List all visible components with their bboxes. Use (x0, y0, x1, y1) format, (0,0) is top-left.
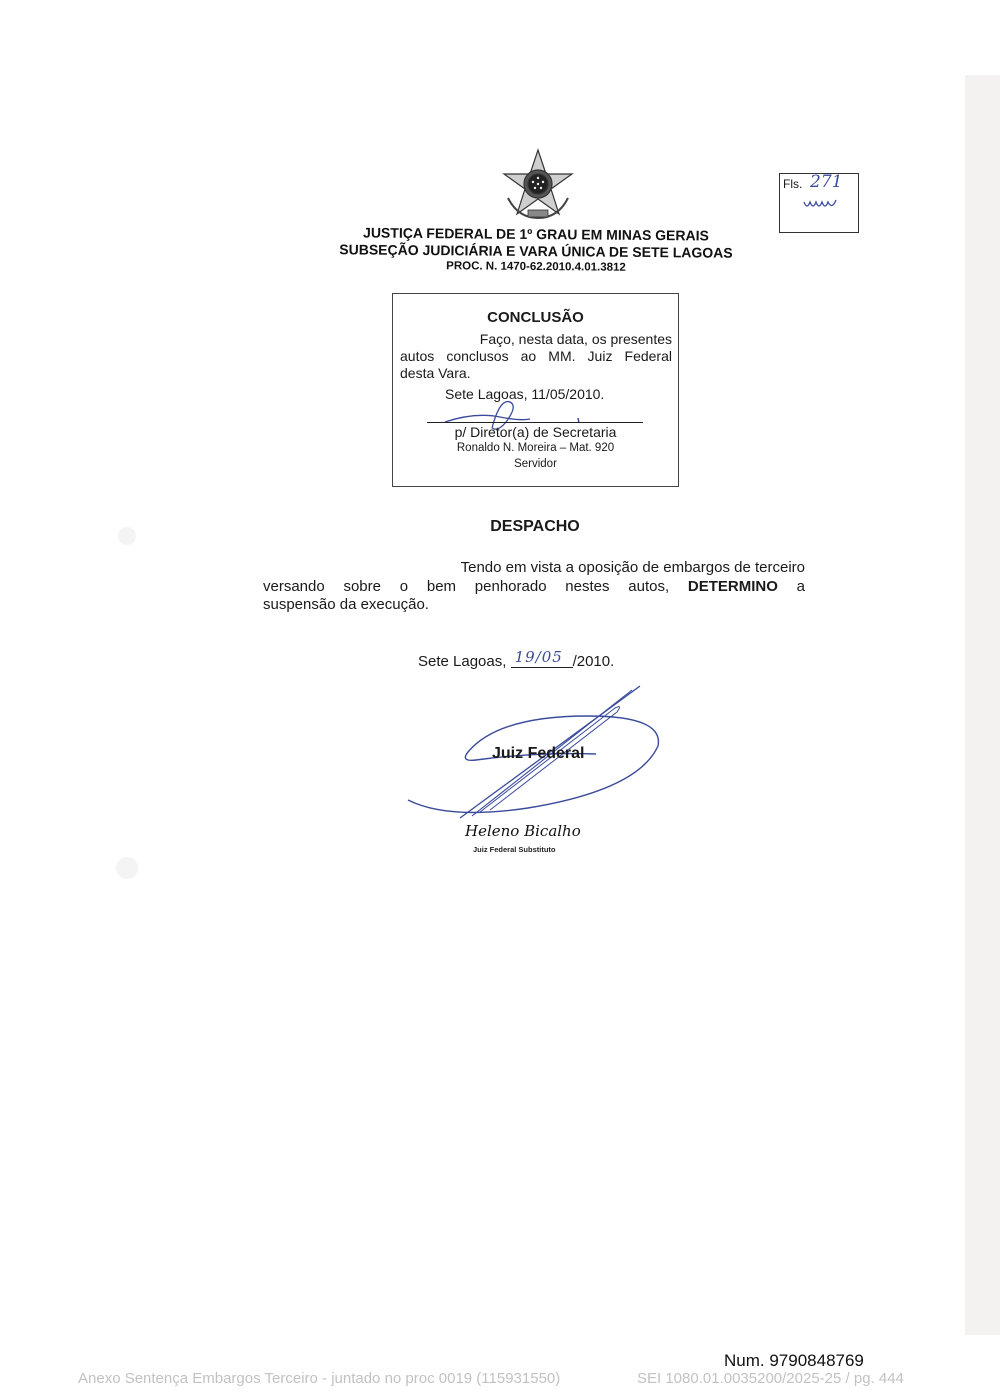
despacho-text-start: versando sobre o bem penhorado nestes autos, (263, 578, 670, 595)
despacho-text-line: suspensão da execução. (263, 596, 429, 613)
footer-annex-label: Anexo Sentença Embargos Terceiro - juntado no proc 0019 (115931550) (78, 1370, 561, 1387)
closing-year: /2010. (572, 653, 615, 670)
handwritten-date: 19/05 (514, 648, 563, 666)
judge-title: Juiz Federal (492, 745, 585, 762)
conclusao-title: CONCLUSÃO (487, 309, 584, 326)
despacho-determino: DETERMINO (687, 578, 778, 595)
court-subsection: SUBSEÇÃO JUDICIÁRIA E VARA ÚNICA DE SETE LAGOAS (339, 241, 733, 261)
conclusao-text-line: desta Vara. (400, 365, 471, 381)
despacho-title: DESPACHO (490, 518, 580, 535)
process-number: PROC. N. 1470-62.2010.4.01.3812 (446, 260, 626, 274)
despacho-text-line: Tendo em vista a oposição de embargos de terceiro (460, 559, 805, 576)
folio-initials-icon (802, 196, 842, 212)
conclusao-signer-position: Servidor (514, 458, 557, 470)
court-name: JUSTIÇA FEDERAL DE 1º GRAU EM MINAS GERAIS (363, 224, 709, 244)
despacho-text-line (263, 578, 805, 596)
scan-smudge (116, 857, 138, 879)
document-number: Num. 9790848769 (724, 1351, 864, 1370)
date-blank (511, 648, 573, 670)
conclusao-text-line: autos conclusos ao MM. Juiz Federal (400, 348, 672, 364)
judge-stamp-name: Heleno Bicalho (465, 822, 581, 840)
judge-stamp-role: Juiz Federal Substituto (473, 845, 556, 854)
despacho-text-end: a (796, 578, 805, 595)
folio-number: 271 (810, 172, 843, 192)
closing-place: Sete Lagoas, (418, 653, 511, 670)
folio-label: Fls. (783, 177, 803, 191)
conclusao-signer-name: Ronaldo N. Moreira – Mat. 920 (456, 442, 615, 454)
footer-sei-reference: SEI 1080.01.0035200/2025-25 / pg. 444 (637, 1370, 904, 1387)
conclusao-signer-role: p/ Diretor(a) de Secretaria (454, 424, 617, 440)
conclusao-place-date: Sete Lagoas, 11/05/2010. (445, 386, 605, 402)
signature-line (427, 422, 643, 423)
conclusao-text-line: Faço, nesta data, os presentes (479, 331, 672, 347)
coat-of-arms-icon (500, 148, 576, 224)
closing-place-date (418, 648, 615, 670)
